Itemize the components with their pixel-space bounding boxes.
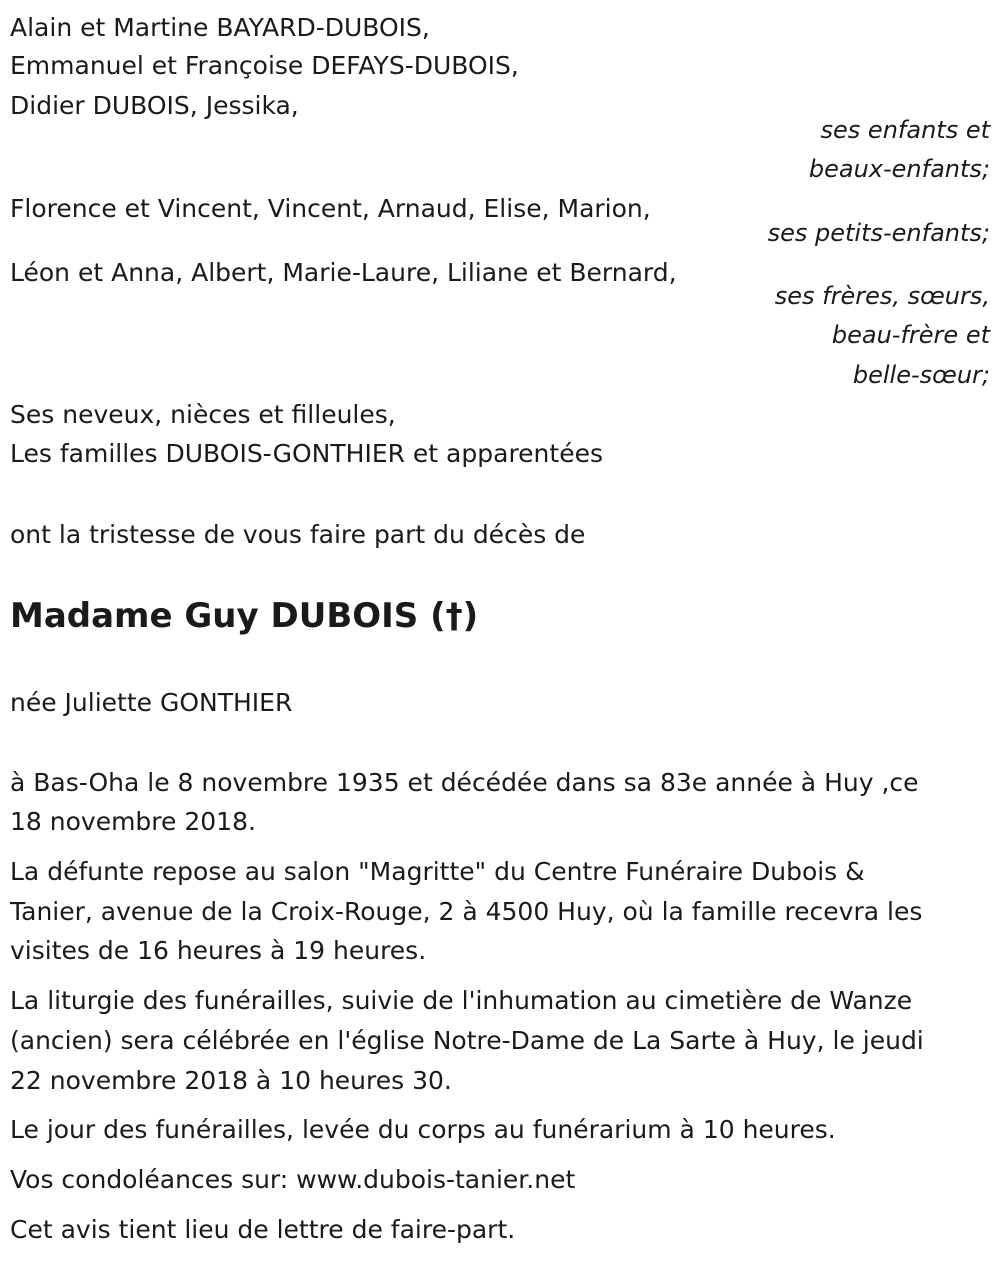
born-name: née Juliette GONTHIER (10, 688, 293, 717)
announcement-text: ont la tristesse de vous faire part du décès de (10, 520, 586, 549)
nephews-line: Ses neveux, nièces et filleules, (10, 400, 396, 429)
levee-line: Le jour des funérailles, levée du corps au funérarium à 10 heures. (10, 1115, 836, 1144)
family-line-1: Alain et Martine BAYARD-DUBOIS, (10, 13, 430, 42)
repose-line-3: visites de 16 heures à 19 heures. (10, 936, 427, 965)
siblings-role-line-3: belle-sœur; (852, 361, 990, 389)
birth-death-line-2: 18 novembre 2018. (10, 807, 256, 836)
siblings-role-line-2: beau-frère et (831, 321, 990, 349)
repose-line-1: La défunte repose au salon "Magritte" du Centre Funéraire Dubois & (10, 857, 865, 886)
liturgy-line-3: 22 novembre 2018 à 10 heures 30. (10, 1066, 452, 1095)
repose-line-2: Tanier, avenue de la Croix-Rouge, 2 à 4500 Huy, où la famille recevra les (10, 897, 923, 926)
condolences-line: Vos condoléances sur: www.dubois-tanier.net (10, 1165, 576, 1194)
deceased-name: Madame Guy DUBOIS (†) (10, 596, 479, 636)
family-line-3: Didier DUBOIS, Jessika, (10, 91, 299, 120)
notice-line: Cet avis tient lieu de lettre de faire-part. (10, 1215, 516, 1244)
siblings-names: Léon et Anna, Albert, Marie-Laure, Liliane et Bernard, (10, 258, 677, 287)
children-role-line-1: ses enfants et (820, 116, 990, 144)
siblings-role-line-1: ses frères, sœurs, (774, 282, 990, 310)
family-line-2: Emmanuel et Françoise DEFAYS-DUBOIS, (10, 51, 519, 80)
grandchildren-role: ses petits-enfants; (767, 219, 990, 247)
children-role-line-2: beaux-enfants; (808, 155, 990, 183)
liturgy-line-1: La liturgie des funérailles, suivie de l'inhumation au cimetière de Wanze (10, 986, 913, 1015)
grandchildren-names: Florence et Vincent, Vincent, Arnaud, Elise, Marion, (10, 194, 651, 223)
liturgy-line-2: (ancien) sera célébrée en l'église Notre-Dame de La Sarte à Huy, le jeudi (10, 1026, 924, 1055)
birth-death-line-1: à Bas-Oha le 8 novembre 1935 et décédée dans sa 83e année à Huy ,ce (10, 768, 919, 797)
families-line: Les familles DUBOIS-GONTHIER et apparentées (10, 439, 603, 468)
